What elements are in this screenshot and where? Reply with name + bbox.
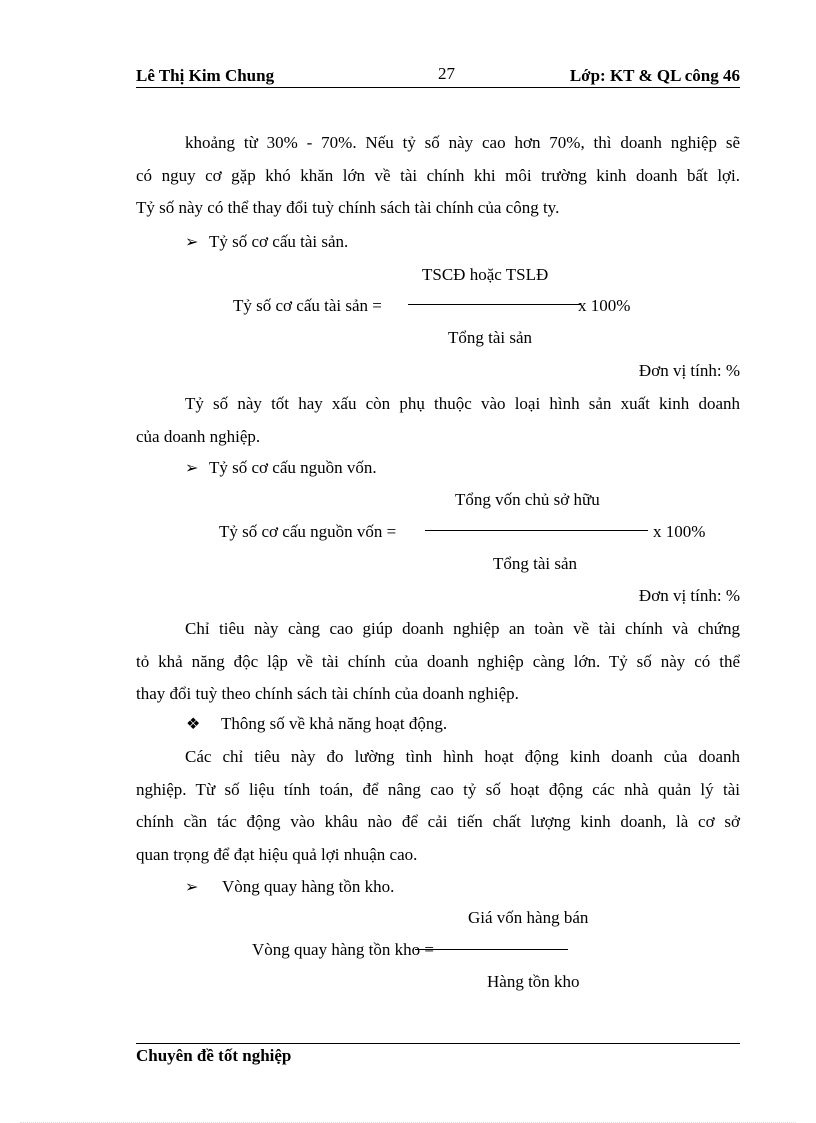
paragraph-line: tỏ khả năng độc lập về tài chính của doanh nghiệp càng lớn. Tỷ số này có thể bbox=[136, 651, 740, 671]
formula1-denominator: Tổng tài sản bbox=[448, 328, 533, 347]
item-tai-san-heading: Tỷ số cơ cấu tài sản. bbox=[209, 232, 349, 251]
paragraph-line: quan trọng để đạt hiệu quả lợi nhuận cao. bbox=[136, 844, 418, 864]
arrow-bullet-icon: ➢ bbox=[185, 460, 199, 477]
arrow-bullet-icon: ➢ bbox=[185, 879, 199, 896]
formula1-numerator: TSCĐ hoặc TSLĐ bbox=[422, 265, 549, 284]
paragraph-line: có nguy cơ gặp khó khăn lớn về tài chính khi môi trường kinh doanh bất lợi. bbox=[136, 165, 740, 185]
header-class: Lớp: KT & QL công 46 bbox=[569, 66, 740, 85]
diamond-bullet-icon: ❖ bbox=[186, 716, 201, 733]
paragraph-line: nghiệp. Từ số liệu tính toán, để nâng cao tỷ số hoạt động các nhà quản lý tài bbox=[136, 779, 740, 799]
paragraph-line: thay đổi tuỳ theo chính sách tài chính của doanh nghiệp. bbox=[136, 684, 519, 704]
paragraph-2 bbox=[136, 388, 740, 453]
header-rule bbox=[136, 87, 740, 88]
paragraph-line: khoảng từ 30% - 70%. Nếu tỷ số này cao hơn 70%, thì doanh nghiệp sẽ bbox=[185, 133, 740, 152]
formula2-denominator: Tổng tài sản bbox=[493, 554, 578, 573]
formula3-fraction-bar bbox=[415, 949, 568, 950]
formula1-rhs: x 100% bbox=[578, 296, 631, 315]
formula2-fraction-bar bbox=[425, 530, 648, 531]
paragraph-line: Tỷ số này tốt hay xấu còn phụ thuộc vào loại hình sản xuất kinh doanh bbox=[185, 394, 740, 413]
arrow-bullet-icon: ➢ bbox=[185, 234, 199, 251]
paragraph-line: Tỷ số này có thể thay đổi tuỳ chính sách tài chính của công ty. bbox=[136, 198, 560, 218]
formula1-fraction-bar bbox=[408, 304, 580, 305]
footer-label: Chuyên đề tốt nghiệp bbox=[136, 1046, 292, 1065]
paragraph-line: Các chỉ tiêu này đo lường tình hình hoạt động kinh doanh của doanh bbox=[185, 747, 740, 766]
formula3-denominator: Hàng tồn kho bbox=[487, 972, 580, 991]
item-hang-ton-kho-heading: Vòng quay hàng tồn kho. bbox=[222, 877, 395, 896]
paragraph-line: Chỉ tiêu này càng cao giúp doanh nghiệp an toàn về tài chính và chứng bbox=[185, 619, 740, 638]
formula2-rhs: x 100% bbox=[653, 522, 706, 541]
item-nguon-von-heading: Tỷ số cơ cấu nguồn vốn. bbox=[209, 458, 377, 477]
paragraph-3 bbox=[136, 613, 740, 711]
section-heading: Thông số về khả năng hoạt động. bbox=[221, 714, 448, 733]
formula1-lhs: Tỷ số cơ cấu tài sản = bbox=[233, 296, 382, 315]
paragraph-4 bbox=[136, 741, 740, 871]
paragraph-line: của doanh nghiệp. bbox=[136, 426, 261, 446]
header-author: Lê Thị Kim Chung bbox=[136, 66, 275, 85]
formula1-unit: Đơn vị tính: % bbox=[638, 361, 740, 380]
formula3-numerator: Giá vốn hàng bán bbox=[468, 908, 589, 927]
page-number: 27 bbox=[438, 64, 455, 83]
formula3-lhs: Vòng quay hàng tồn kho = bbox=[252, 940, 434, 959]
formula2-unit: Đơn vị tính: % bbox=[638, 586, 740, 605]
formula2-lhs: Tỷ số cơ cấu nguồn vốn = bbox=[219, 522, 397, 541]
paragraph-line: chính cần tác động vào khâu nào để cải tiến chất lượng kinh doanh, là cơ sở bbox=[136, 812, 740, 832]
footer-rule bbox=[136, 1043, 740, 1044]
paragraph-1 bbox=[136, 127, 740, 225]
formula2-numerator: Tổng vốn chủ sở hữu bbox=[455, 490, 600, 509]
